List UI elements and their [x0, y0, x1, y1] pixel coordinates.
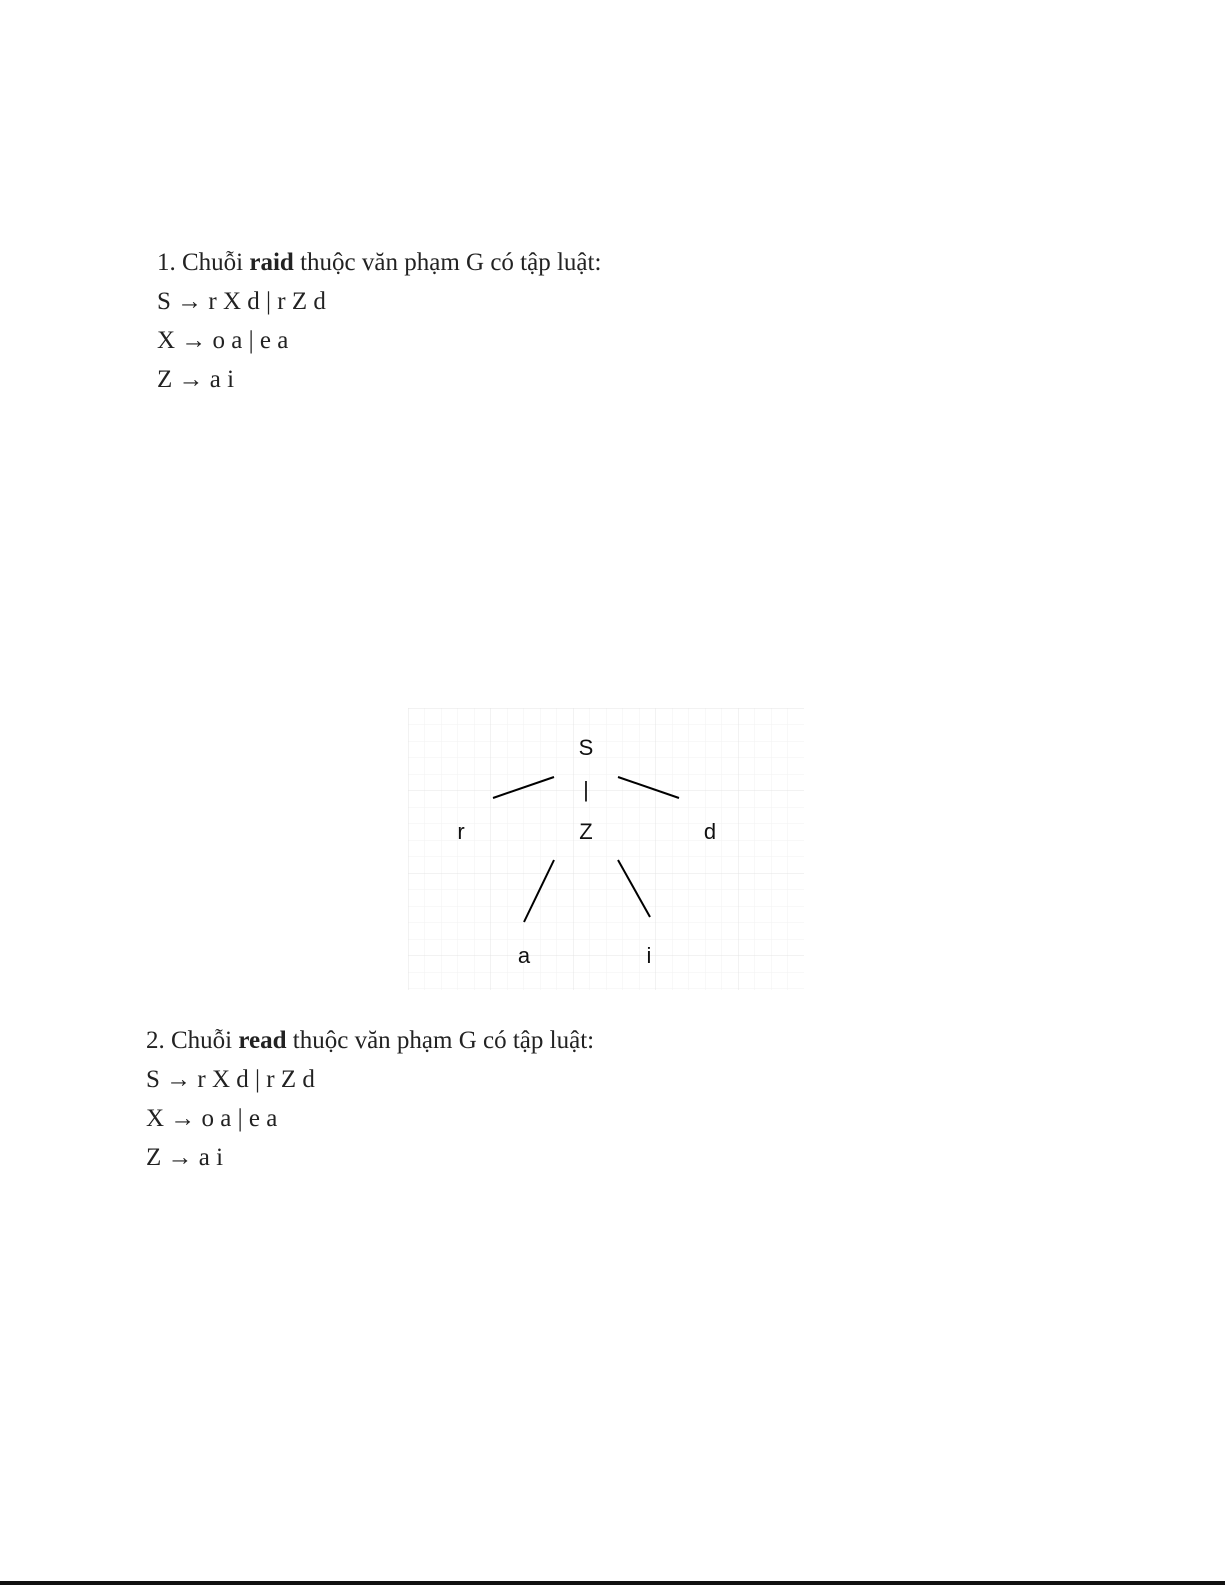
node-z: Z	[579, 819, 593, 844]
grammar-rule-x: X → o a | e a	[157, 327, 289, 354]
title-prefix: 1. Chuỗi	[157, 249, 250, 276]
parse-tree-svg	[408, 708, 804, 990]
grammar-rule-x: X → o a | e a	[146, 1105, 278, 1132]
title-keyword: read	[238, 1027, 287, 1054]
grammar-rule-z: Z → a i	[157, 366, 235, 393]
parse-tree-diagram	[408, 708, 804, 990]
node-d: d	[703, 819, 717, 844]
section-1-title	[157, 243, 601, 282]
node-r: r	[457, 819, 465, 844]
title-suffix: thuộc văn phạm G có tập luật:	[293, 249, 602, 276]
title-suffix: thuộc văn phạm G có tập luật:	[286, 1027, 595, 1054]
title-prefix: 2. Chuỗi	[146, 1027, 239, 1054]
grammar-rule-z: Z → a i	[146, 1144, 224, 1171]
section-2	[146, 1021, 594, 1177]
grammar-rule-s: S → r X d | r Z d	[146, 1066, 315, 1093]
section-1	[157, 243, 601, 399]
section-2-title	[146, 1021, 594, 1060]
grid-major-lines	[408, 708, 804, 990]
node-s: S	[578, 735, 594, 760]
page-bottom-border	[0, 1581, 1225, 1585]
grammar-rule-s: S → r X d | r Z d	[157, 288, 326, 315]
edge-s-z-connector: |	[583, 777, 589, 802]
node-i: i	[646, 943, 652, 968]
title-keyword: raid	[249, 249, 294, 276]
node-a: a	[517, 943, 531, 968]
